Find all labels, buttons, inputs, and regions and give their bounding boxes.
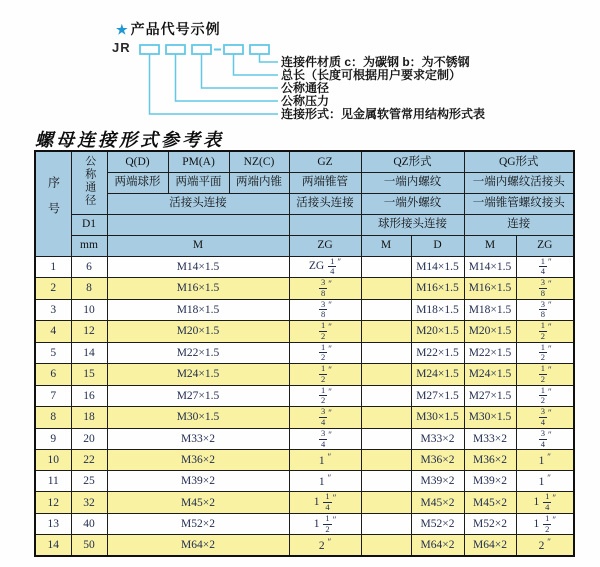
qg-m-cell: M16×1.5 [464, 278, 516, 300]
gz-cell: $\frac{1}{2}$ ″ [289, 385, 361, 407]
header-nzc-desc: 两端内锥 [229, 172, 289, 193]
qg-zg-cell: $\frac{1}{2}$ ″ [516, 321, 574, 343]
table-row [35, 278, 574, 300]
header-col-qz: QZ形式 [361, 151, 464, 172]
qg-zg-cell: $\frac{1}{2}$ ″ [516, 364, 574, 386]
header-pma-desc: 两端平面 [168, 172, 229, 193]
gz-cell: 1 $\frac{1}{4}$ ″ [289, 492, 361, 514]
seq-cell: 7 [35, 385, 71, 407]
header-seq: 序号 [35, 151, 71, 256]
label-material: 连接件材质 c：为碳钢 b：为不锈钢 [281, 54, 470, 69]
dn-cell: 6 [71, 256, 107, 278]
qz-m-cell [361, 492, 411, 514]
qg-zg-cell: $\frac{1}{2}$ ″ [516, 385, 574, 407]
dn-cell: 16 [71, 385, 107, 407]
table-row [35, 471, 574, 492]
qg-zg-cell: $\frac{3}{4}$ ″ [516, 428, 574, 450]
seq-cell: 6 [35, 364, 71, 386]
header-qz-ball-joint: 球形接头连接 [361, 214, 464, 235]
qz-m-cell [361, 407, 411, 429]
m-cell: M39×2 [107, 471, 289, 492]
seq-cell: 4 [35, 321, 71, 343]
table-row [35, 342, 574, 364]
diagram-title-text: 产品代号示例 [130, 21, 221, 37]
qz-m-cell [361, 385, 411, 407]
m-cell: M20×1.5 [107, 321, 289, 343]
gz-cell: $\frac{1}{2}$ ″ [289, 364, 361, 386]
m-cell: M45×2 [107, 492, 289, 514]
label-total-length: 总长（长度可根据用户要求定制） [281, 67, 462, 82]
qz-d-cell: M36×2 [411, 450, 464, 471]
qz-m-cell [361, 321, 411, 343]
seq-cell: 10 [35, 450, 71, 471]
qz-m-cell [361, 364, 411, 386]
dn-cell: 50 [71, 535, 107, 556]
qz-d-cell: M27×1.5 [411, 385, 464, 407]
seq-cell: 8 [35, 407, 71, 429]
dn-cell: 25 [71, 471, 107, 492]
header-gz-union-joint: 活接头连接 [289, 193, 361, 214]
dn-cell: 32 [71, 492, 107, 514]
header-d1: D1 [71, 214, 107, 235]
seq-cell: 5 [35, 342, 71, 364]
qg-m-cell: M33×2 [464, 428, 516, 450]
table-body [35, 256, 574, 556]
header-col-qd: Q(D) [107, 151, 168, 172]
m-cell: M33×2 [107, 428, 289, 450]
star-icon: ★ [116, 22, 129, 37]
qz-m-cell [361, 450, 411, 471]
header-qg-connection: 连接 [464, 214, 574, 235]
qz-d-cell: M52×2 [411, 513, 464, 535]
qg-zg-cell: $\frac{1}{4}$ ″ [516, 256, 574, 278]
qg-zg-cell: 1 ″ [516, 450, 574, 471]
gz-cell: $\frac{1}{2}$ ″ [289, 342, 361, 364]
header-col-gz: GZ [289, 151, 361, 172]
header-empty-gz [289, 214, 361, 235]
table-row [35, 256, 574, 278]
header-gz-desc: 两端锥管 [289, 172, 361, 193]
m-cell: M24×1.5 [107, 364, 289, 386]
gz-cell: $\frac{3}{4}$ ″ [289, 428, 361, 450]
leader-line-material [260, 54, 279, 62]
m-cell: M27×1.5 [107, 385, 289, 407]
m-cell: M18×1.5 [107, 299, 289, 321]
qg-zg-cell: 1 $\frac{1}{4}$ ″ [516, 492, 574, 514]
m-cell: M30×1.5 [107, 407, 289, 429]
qz-m-cell [361, 535, 411, 556]
dn-cell: 20 [71, 428, 107, 450]
table-row [35, 299, 574, 321]
label-nominal-pressure: 公称压力 [281, 93, 330, 108]
m-cell: M22×1.5 [107, 342, 289, 364]
seq-cell: 11 [35, 471, 71, 492]
qz-d-cell: M16×1.5 [411, 278, 464, 300]
qg-m-cell: M27×1.5 [464, 385, 516, 407]
qg-m-cell: M64×2 [464, 535, 516, 556]
table-row [35, 385, 574, 407]
qz-d-cell: M24×1.5 [411, 364, 464, 386]
header-dn: 公称通径 [71, 151, 107, 214]
qg-zg-cell: $\frac{3}{4}$ ″ [516, 407, 574, 429]
gz-cell: ZG $\frac{1}{4}$ ″ [289, 256, 361, 278]
leader-line-pressure [176, 54, 279, 101]
gz-cell: $\frac{3}{8}$ ″ [289, 299, 361, 321]
header-qz-desc: 一端内螺纹 [361, 172, 464, 193]
header-unit-zg: ZG [289, 235, 361, 256]
table-title: 螺母连接形式参考表 [35, 130, 224, 150]
seq-cell: 3 [35, 299, 71, 321]
header-qd-desc: 两端球形 [107, 172, 168, 193]
m-cell: M36×2 [107, 450, 289, 471]
seq-cell: 9 [35, 428, 71, 450]
header-unit-m: M [107, 235, 289, 256]
header-unit-qg-m: M [464, 235, 516, 256]
label-connection-form: 连接形式：见金属软管常用结构形式表 [281, 106, 486, 121]
header-unit-qz-d: D [411, 235, 464, 256]
gz-cell: $\frac{3}{4}$ ″ [289, 407, 361, 429]
code-box-1 [140, 45, 159, 54]
qg-m-cell: M30×1.5 [464, 407, 516, 429]
table-row [35, 492, 574, 514]
qg-zg-cell: $\frac{3}{8}$ ″ [516, 299, 574, 321]
qz-m-cell [361, 299, 411, 321]
seq-cell: 2 [35, 278, 71, 300]
table-row [35, 428, 574, 450]
header-col-qg: QG形式 [464, 151, 574, 172]
table-row [35, 321, 574, 343]
qz-d-cell: M22×1.5 [411, 342, 464, 364]
qg-m-cell: M52×2 [464, 513, 516, 535]
m-cell: M52×2 [107, 513, 289, 535]
qz-m-cell [361, 342, 411, 364]
qz-d-cell: M64×2 [411, 535, 464, 556]
qz-d-cell: M14×1.5 [411, 256, 464, 278]
qz-d-cell: M33×2 [411, 428, 464, 450]
dn-cell: 40 [71, 513, 107, 535]
header-mm: mm [71, 235, 107, 256]
qz-m-cell [361, 513, 411, 535]
qz-d-cell: M39×2 [411, 471, 464, 492]
m-cell: M64×2 [107, 535, 289, 556]
gz-cell: $\frac{1}{2}$ ″ [289, 321, 361, 343]
qz-d-cell: M45×2 [411, 492, 464, 514]
qg-zg-cell: 1 ″ [516, 471, 574, 492]
nut-connection-table [34, 150, 575, 557]
product-code-diagram [0, 0, 600, 130]
qz-m-cell [361, 256, 411, 278]
qz-d-cell: M20×1.5 [411, 321, 464, 343]
seq-cell: 13 [35, 513, 71, 535]
header-union-joint: 活接头连接 [107, 193, 289, 214]
dn-cell: 14 [71, 342, 107, 364]
header-unit-qg-zg: ZG [516, 235, 574, 256]
gz-cell: $\frac{3}{8}$ ″ [289, 278, 361, 300]
header-unit-qz-m: M [361, 235, 411, 256]
qz-d-cell: M30×1.5 [411, 407, 464, 429]
qg-m-cell: M22×1.5 [464, 342, 516, 364]
leader-line-diameter [202, 54, 279, 88]
table-row [35, 450, 574, 471]
table-row [35, 535, 574, 556]
m-cell: M16×1.5 [107, 278, 289, 300]
qz-d-cell: M18×1.5 [411, 299, 464, 321]
table-row [35, 513, 574, 535]
code-box-3 [192, 45, 211, 54]
qz-m-cell [361, 428, 411, 450]
gz-cell: 1 ″ [289, 450, 361, 471]
leader-line-connection [150, 54, 279, 114]
dn-cell: 18 [71, 407, 107, 429]
qg-zg-cell: $\frac{3}{8}$ ″ [516, 278, 574, 300]
seq-cell: 1 [35, 256, 71, 278]
code-box-4 [224, 45, 243, 54]
code-box-2 [166, 45, 185, 54]
table-row [35, 407, 574, 429]
dn-cell: 8 [71, 278, 107, 300]
gz-cell: 1 $\frac{1}{2}$ ″ [289, 513, 361, 535]
seq-cell: 12 [35, 492, 71, 514]
m-cell: M14×1.5 [107, 256, 289, 278]
qg-m-cell: M39×2 [464, 471, 516, 492]
table-row [35, 364, 574, 386]
dn-cell: 10 [71, 299, 107, 321]
label-nominal-diameter: 公称通径 [281, 80, 330, 95]
header-empty-span [107, 214, 289, 235]
seq-cell: 14 [35, 535, 71, 556]
qg-m-cell: M14×1.5 [464, 256, 516, 278]
leader-line-length [234, 54, 279, 75]
qg-zg-cell: $\frac{1}{2}$ ″ [516, 342, 574, 364]
dn-cell: 15 [71, 364, 107, 386]
product-code-prefix: JR [112, 40, 131, 55]
header-col-pma: PM(A) [168, 151, 229, 172]
header-qz-external-thread: 一端外螺纹 [361, 193, 464, 214]
qg-zg-cell: 1 $\frac{1}{2}$ ″ [516, 513, 574, 535]
qz-m-cell [361, 471, 411, 492]
qg-m-cell: M24×1.5 [464, 364, 516, 386]
qg-m-cell: M45×2 [464, 492, 516, 514]
header-qg-desc: 一端内螺纹活接头 [464, 172, 574, 193]
gz-cell: 1 ″ [289, 471, 361, 492]
dn-cell: 12 [71, 321, 107, 343]
qg-m-cell: M18×1.5 [464, 299, 516, 321]
header-col-nzc: NZ(C) [229, 151, 289, 172]
dn-cell: 22 [71, 450, 107, 471]
qz-m-cell [361, 278, 411, 300]
code-box-5 [250, 45, 269, 54]
qg-zg-cell: 2 ″ [516, 535, 574, 556]
gz-cell: 2 ″ [289, 535, 361, 556]
header-qg-taper-thread: 一端锥管螺纹接头 [464, 193, 574, 214]
qg-m-cell: M36×2 [464, 450, 516, 471]
qg-m-cell: M20×1.5 [464, 321, 516, 343]
